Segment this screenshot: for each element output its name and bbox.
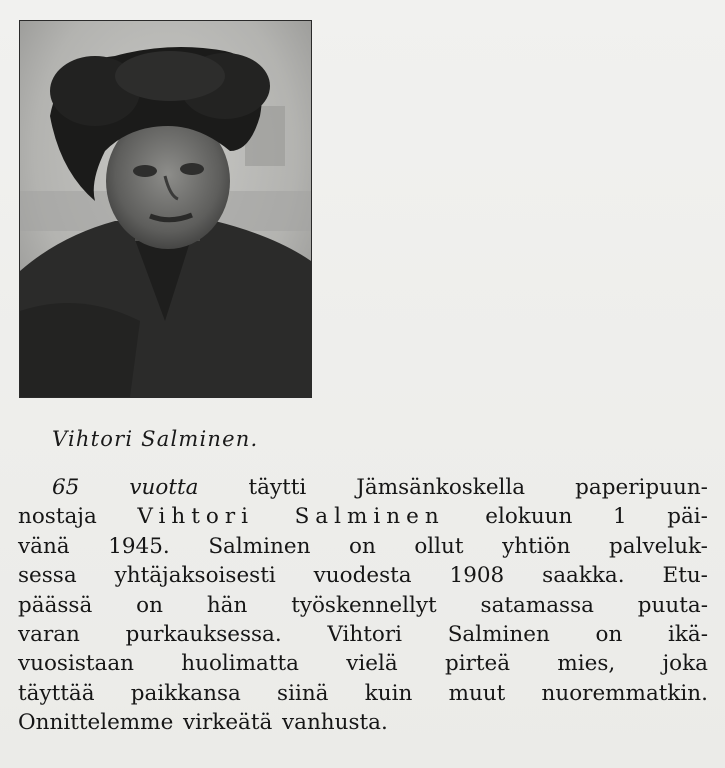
article-word: palveluk- bbox=[608, 533, 708, 559]
article-line bbox=[18, 561, 708, 590]
article-word: Etu- bbox=[662, 563, 708, 589]
article-word: Onnittelemme bbox=[18, 710, 174, 736]
article-line bbox=[18, 649, 708, 678]
article-word: vuodesta bbox=[313, 563, 412, 589]
article-line bbox=[18, 708, 708, 737]
article-word: 1908 bbox=[449, 563, 505, 589]
article-word: päi- bbox=[667, 504, 708, 530]
article-word: työskennellyt bbox=[291, 592, 437, 618]
article-word: vanhusta. bbox=[281, 710, 388, 736]
article-text bbox=[18, 473, 708, 738]
article-word: hän bbox=[206, 592, 248, 618]
article-word: 65 bbox=[52, 475, 80, 500]
article-word: Vihtori bbox=[327, 621, 403, 647]
article-word: vuotta bbox=[129, 475, 199, 500]
article-word: Jämsänkoskella bbox=[356, 475, 526, 500]
article-word: huolimatta bbox=[181, 651, 299, 677]
article-word: Salminen bbox=[447, 621, 550, 647]
article-word: vielä bbox=[346, 651, 398, 677]
article-line bbox=[18, 473, 708, 502]
article-word: Salminen bbox=[294, 504, 445, 530]
article-word: siinä bbox=[277, 680, 329, 706]
photo-caption: Vihtori Salminen. bbox=[52, 427, 259, 451]
article-word: on bbox=[136, 592, 163, 618]
article-word: täyttää bbox=[18, 680, 95, 706]
article-word: joka bbox=[662, 651, 708, 677]
article-word: 1945. bbox=[108, 533, 170, 559]
article-word: ollut bbox=[414, 533, 464, 559]
article-word: yhtäjaksoisesti bbox=[114, 563, 276, 589]
article-word: saakka. bbox=[542, 563, 625, 589]
article-word: satamassa bbox=[480, 592, 594, 618]
article-word: on bbox=[349, 533, 376, 559]
article-word: nostaja bbox=[18, 504, 97, 530]
article-line bbox=[18, 679, 708, 708]
article-line bbox=[18, 620, 708, 649]
article-word: nuoremmatkin. bbox=[541, 680, 708, 706]
article-line bbox=[18, 591, 708, 620]
article-word: vänä bbox=[18, 533, 70, 559]
article-word: ikä- bbox=[667, 621, 708, 647]
article-word: on bbox=[595, 621, 623, 647]
article-word: virkeätä bbox=[182, 710, 273, 736]
article-word: puuta- bbox=[637, 592, 708, 618]
article-word: 1 bbox=[612, 504, 627, 530]
article-word: yhtiön bbox=[502, 533, 571, 559]
article-word: mies, bbox=[557, 651, 616, 677]
article-word: muut bbox=[448, 680, 506, 706]
article-word: vuosistaan bbox=[18, 651, 135, 677]
article-word: elokuun bbox=[485, 504, 573, 530]
article-word: täytti bbox=[248, 475, 307, 500]
article-word: pirteä bbox=[444, 651, 511, 677]
article-line bbox=[18, 502, 708, 531]
article-word: Salminen bbox=[208, 533, 311, 559]
portrait-photo bbox=[19, 20, 312, 398]
article-word: Vihtori bbox=[137, 504, 254, 530]
article-word: purkauksessa. bbox=[125, 621, 282, 647]
article-line bbox=[18, 532, 708, 561]
article-word: varan bbox=[18, 621, 80, 647]
article-word: paikkansa bbox=[130, 680, 241, 706]
article-word: paperipuun- bbox=[575, 475, 708, 500]
article-word: kuin bbox=[364, 680, 413, 706]
article-word: sessa bbox=[18, 563, 77, 589]
article-word: päässä bbox=[18, 592, 93, 618]
